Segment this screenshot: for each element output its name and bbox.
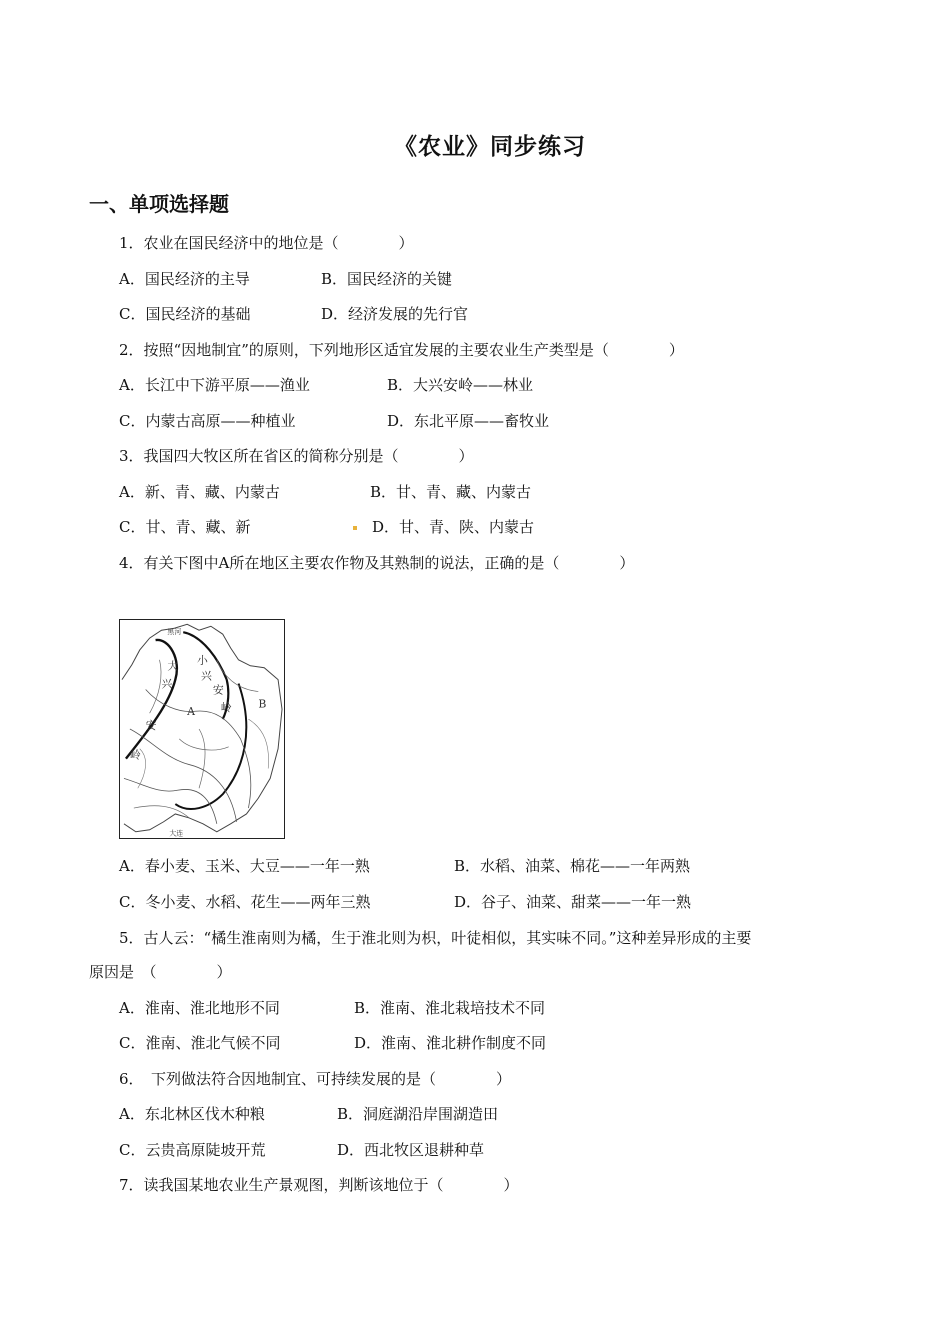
map-label-point-b: B xyxy=(258,697,267,711)
map-label-an-1: 安 xyxy=(212,683,224,697)
option-b[interactable]: B．国民经济的关键 xyxy=(321,270,453,288)
map-label-xing-1: 兴 xyxy=(161,677,173,691)
option-c[interactable]: C．云贵高原陡坡开荒 xyxy=(119,1141,266,1159)
question-3-stem: 3．我国四大牧区所在省区的简称分别是（ ） xyxy=(119,447,474,465)
option-d[interactable]: D．甘、青、陕、内蒙古 xyxy=(372,518,535,536)
option-a[interactable]: A．春小麦、玉米、大豆——一年一熟 xyxy=(119,857,370,875)
option-d[interactable]: D．经济发展的先行官 xyxy=(321,305,469,323)
option-b[interactable]: B．大兴安岭——林业 xyxy=(387,376,534,394)
question-2-stem: 2．按照“因地制宜”的原则，下列地形区适宜发展的主要农业生产类型是（ ） xyxy=(119,341,684,359)
question-6-stem: 6． 下列做法符合因地制宜、可持续发展的是（ ） xyxy=(119,1070,512,1088)
option-d[interactable]: D．谷子、油菜、甜菜——一年一熟 xyxy=(454,893,692,911)
option-b[interactable]: B．甘、青、藏、内蒙古 xyxy=(370,483,532,501)
question-5-options-row-2 xyxy=(119,1033,546,1053)
map-label-xing-2: 兴 xyxy=(201,669,212,683)
page-title: 《农业》同步练习 xyxy=(394,133,586,160)
map-label-point-a: A xyxy=(187,705,196,719)
option-c[interactable]: C．甘、青、藏、新 xyxy=(119,518,251,536)
stray-mark xyxy=(353,526,357,530)
question-5-stem-continued: 原因是 （ ） xyxy=(89,963,232,981)
question-2-options-row-1 xyxy=(119,375,533,395)
question-4-options-row-2 xyxy=(119,892,691,912)
map-label-xiao: 小 xyxy=(197,653,208,667)
option-a[interactable]: A．国民经济的主导 xyxy=(119,270,250,288)
question-5-options-row-1 xyxy=(119,998,545,1018)
option-c[interactable]: C．内蒙古高原——种植业 xyxy=(119,412,296,430)
option-c[interactable]: C．国民经济的基础 xyxy=(119,305,251,323)
option-d[interactable]: D．东北平原——畜牧业 xyxy=(387,412,550,430)
question-6-options-row-1 xyxy=(119,1104,498,1124)
option-a[interactable]: A．新、青、藏、内蒙古 xyxy=(119,483,280,501)
option-a[interactable]: A．长江中下游平原——渔业 xyxy=(119,376,310,394)
option-a[interactable]: A．东北林区伐木种粮 xyxy=(119,1105,265,1123)
map-label-city: 大连 xyxy=(169,829,184,838)
question-3-options-row-1 xyxy=(119,482,531,502)
option-a[interactable]: A．淮南、淮北地形不同 xyxy=(119,999,280,1017)
question-1-options-row-1 xyxy=(119,269,452,289)
map-label-an-2: 安 xyxy=(145,719,157,732)
option-b[interactable]: B．淮南、淮北栽培技术不同 xyxy=(354,999,546,1017)
map-label-ling-1: 岭 xyxy=(220,701,232,715)
question-1-stem: 1．农业在国民经济中的地位是（ ） xyxy=(119,234,414,252)
question-5-stem: 5．古人云：“橘生淮南则为橘，生于淮北则为枳，叶徒相似，其实味不同。”这种差异形成的主要 xyxy=(119,929,752,947)
map-label-ling-2: 岭 xyxy=(129,748,141,762)
question-7-stem: 7．读我国某地农业生产景观图，判断该地位于（ ） xyxy=(119,1176,519,1194)
question-4-stem: 4．有关下图中A所在地区主要农作物及其熟制的说法，正确的是（ ） xyxy=(119,554,635,572)
map-label-river: 黑河 xyxy=(167,628,182,637)
option-d[interactable]: D．淮南、淮北耕作制度不同 xyxy=(354,1034,547,1052)
option-c[interactable]: C．淮南、淮北气候不同 xyxy=(119,1034,281,1052)
section-heading: 一、单项选择题 xyxy=(89,192,229,216)
question-1-options-row-2 xyxy=(119,304,468,324)
question-6-options-row-2 xyxy=(119,1140,484,1160)
option-c[interactable]: C．冬小麦、水稻、花生——两年三熟 xyxy=(119,893,371,911)
question-2-options-row-2 xyxy=(119,411,549,431)
question-4-options-row-1 xyxy=(119,856,690,876)
option-b[interactable]: B．洞庭湖沿岸围湖造田 xyxy=(337,1105,499,1123)
option-b[interactable]: B．水稻、油菜、棉花——一年两熟 xyxy=(454,857,691,875)
map-drawing xyxy=(120,620,284,838)
northeast-china-map xyxy=(119,619,285,839)
question-3-options-row-2 xyxy=(119,517,534,537)
map-label-da: 大 xyxy=(167,659,179,673)
option-d[interactable]: D．西北牧区退耕种草 xyxy=(337,1141,485,1159)
